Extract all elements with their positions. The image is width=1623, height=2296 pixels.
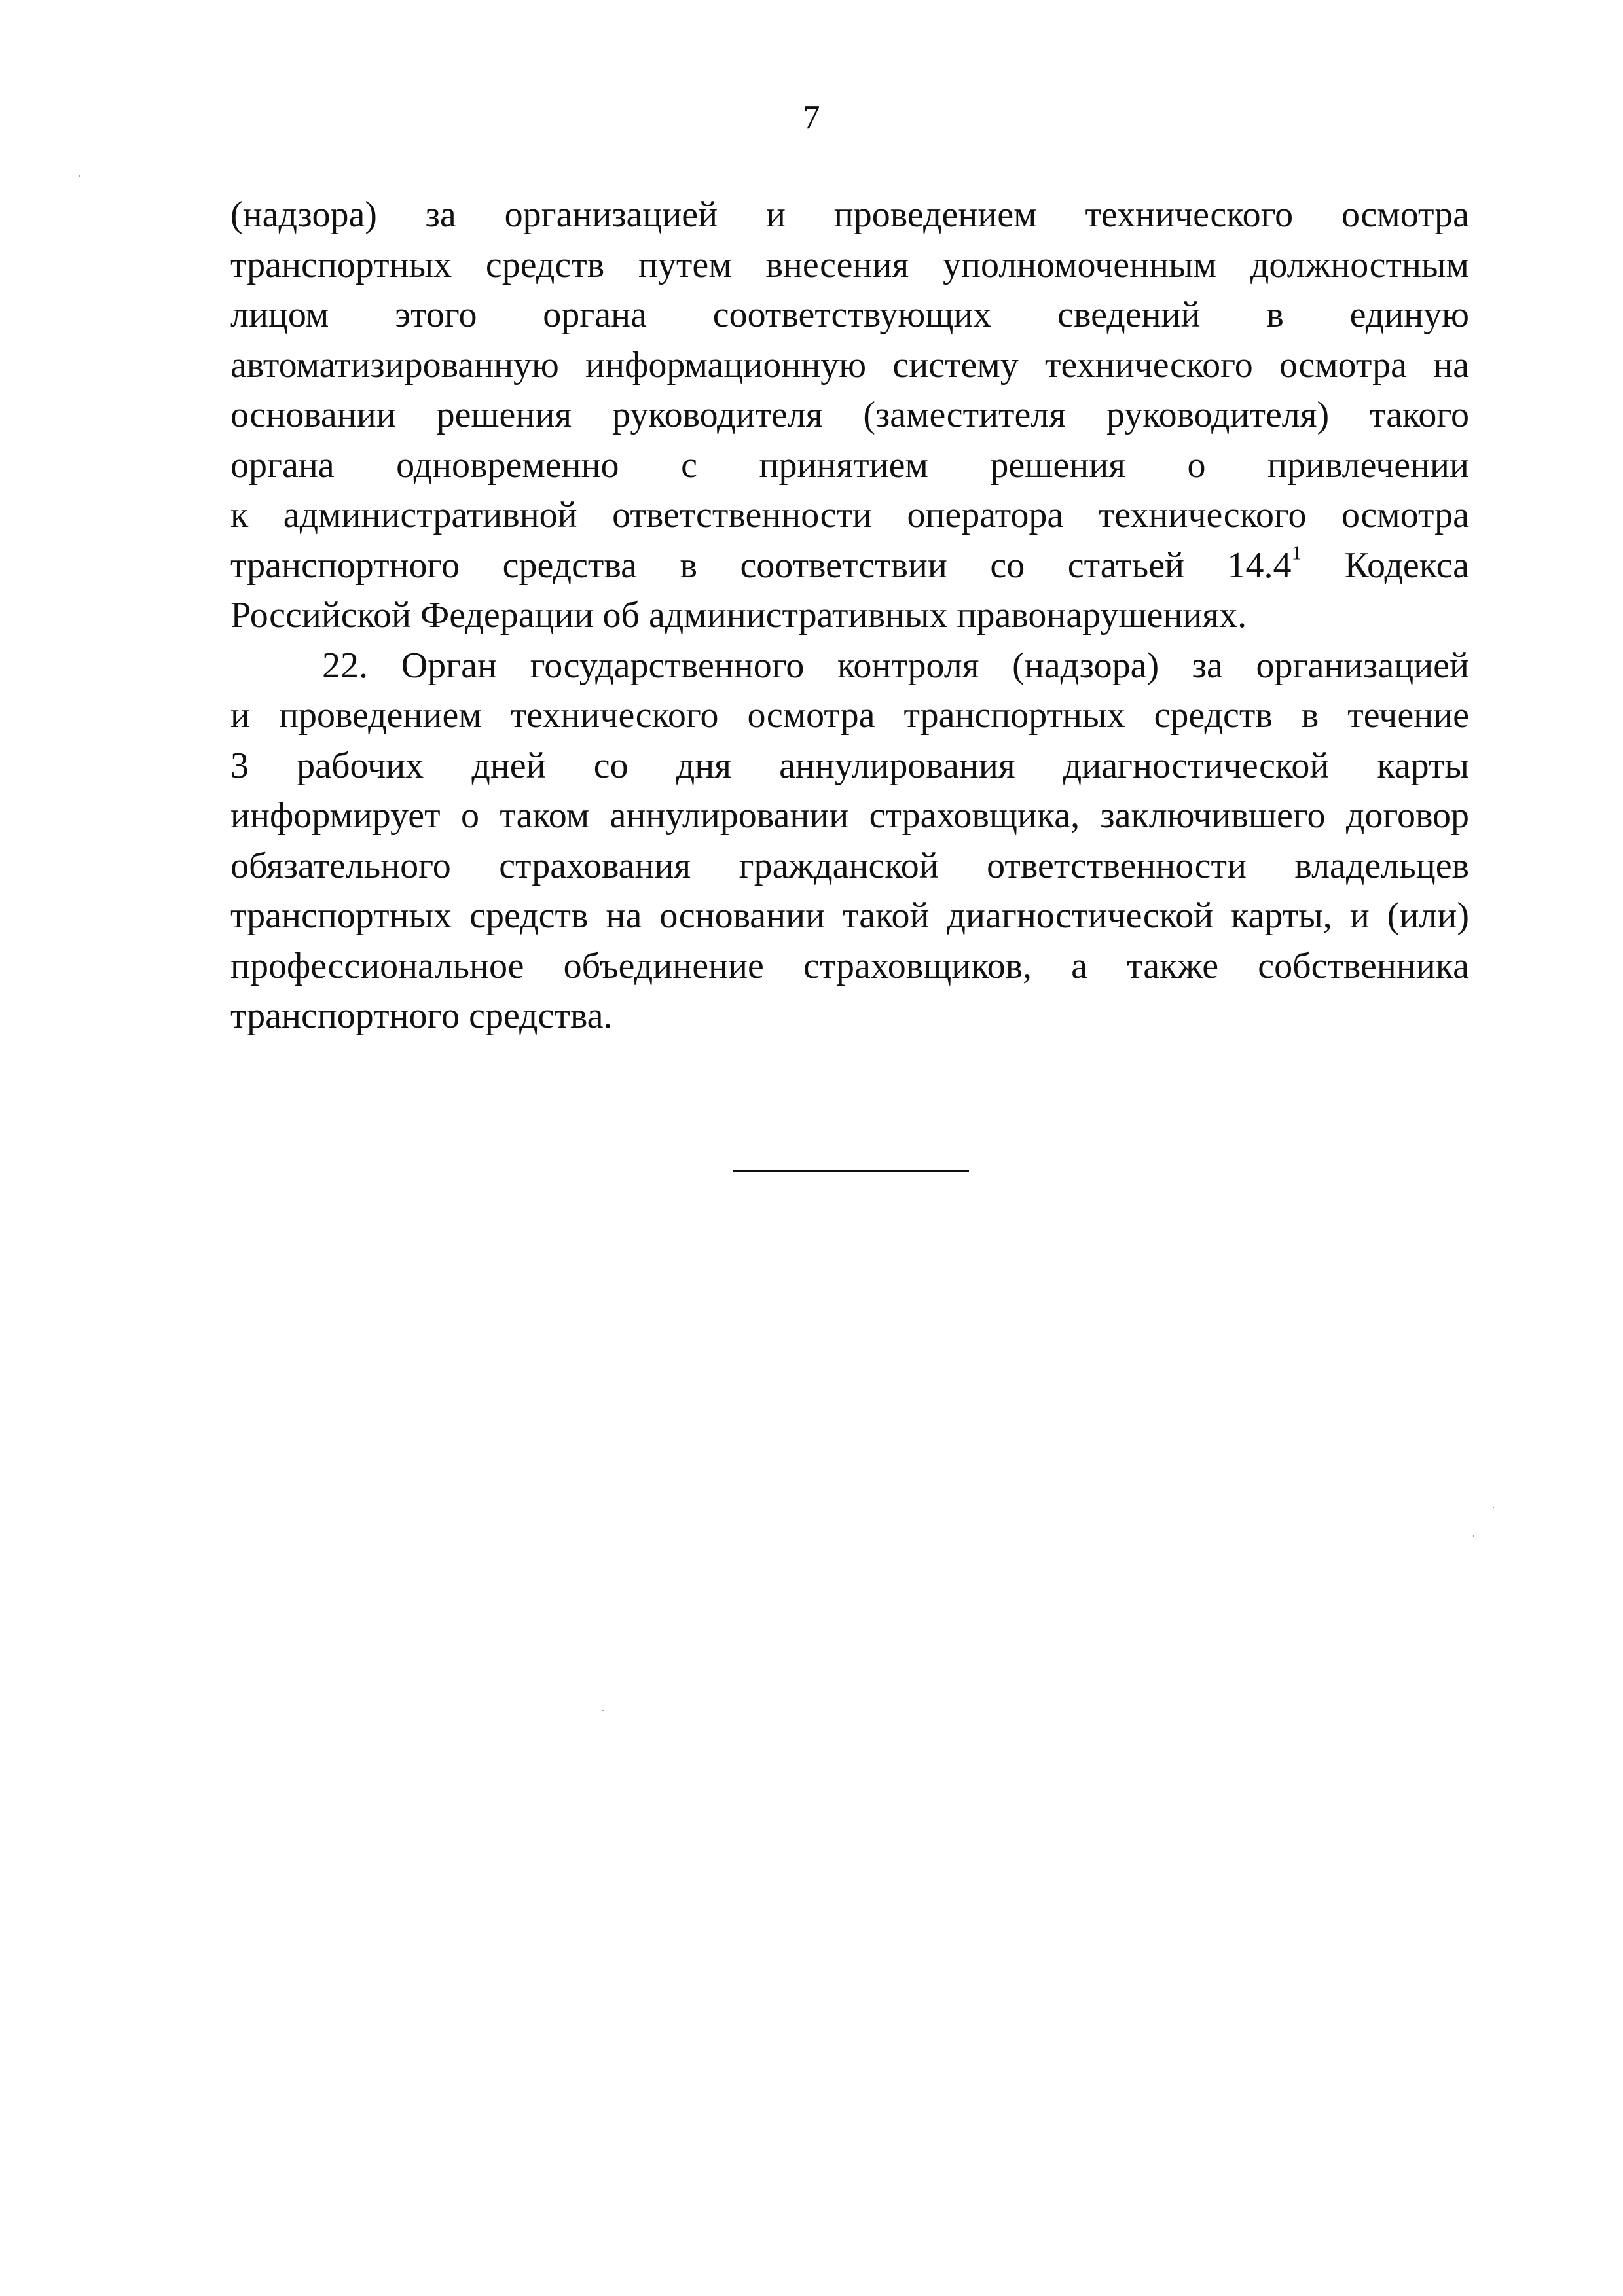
paragraph-2-line-3: 3 рабочих дней со дня аннулирования диагностической карты [230,745,1469,786]
article-superscript: 1 [1291,541,1302,564]
scan-speck [1473,1535,1474,1537]
paragraph-2-line-2: и проведением технического осмотра транспортных средств в течение [230,695,1469,736]
paragraph-2-line-5: обязательного страхования гражданской ответственности владельцев [230,845,1469,886]
paragraph-1-line-5: основании решения руководителя (заместителя руководителя) такого [230,395,1469,435]
paragraph-1-line-1: (надзора) за организацией и проведением технического осмотра [230,194,1469,235]
scan-speck [79,175,80,177]
paragraph-1-line-2: транспортных средств путем внесения уполномоченным должностным [230,244,1469,285]
paragraph-2-line-1: 22. Орган государственного контроля (надзора) за организацией [322,645,1469,686]
paragraph-1-line-8 [230,541,1469,591]
scan-speck [1493,1507,1494,1508]
paragraph-2-line-6: транспортных средств на основании такой диагностической карты, и (или) [230,895,1469,936]
paragraph-2-last-line: транспортного средства. [230,996,613,1036]
paragraph-1-last-line: Российской Федерации об административных правонарушениях. [230,595,1247,636]
paragraph-1-line-7: к административной ответственности оператора технического осмотра [230,495,1469,535]
paragraph-2-line-4: информирует о таком аннулировании страховщика, заключившего договор [230,795,1469,836]
paragraph-1-line-4: автоматизированную информационную систему технического осмотра на [230,344,1469,386]
end-of-document-rule [733,1170,969,1172]
paragraph-2-line-7: профессиональное объединение страховщиков, а также собственника [230,945,1469,986]
paragraph-1-line-6: органа одновременно с принятием решения о привлечении [230,444,1469,486]
document-body [230,190,1469,1041]
paragraph-1-line-3: лицом этого органа соответствующих сведений в единую [230,295,1469,335]
line-8-text: транспортного средства в соответствии со статьей 14.4 [230,545,1292,586]
page-number: 7 [803,99,820,136]
scan-speck [602,1710,604,1711]
line-8-tail: Кодекса [1301,545,1469,586]
